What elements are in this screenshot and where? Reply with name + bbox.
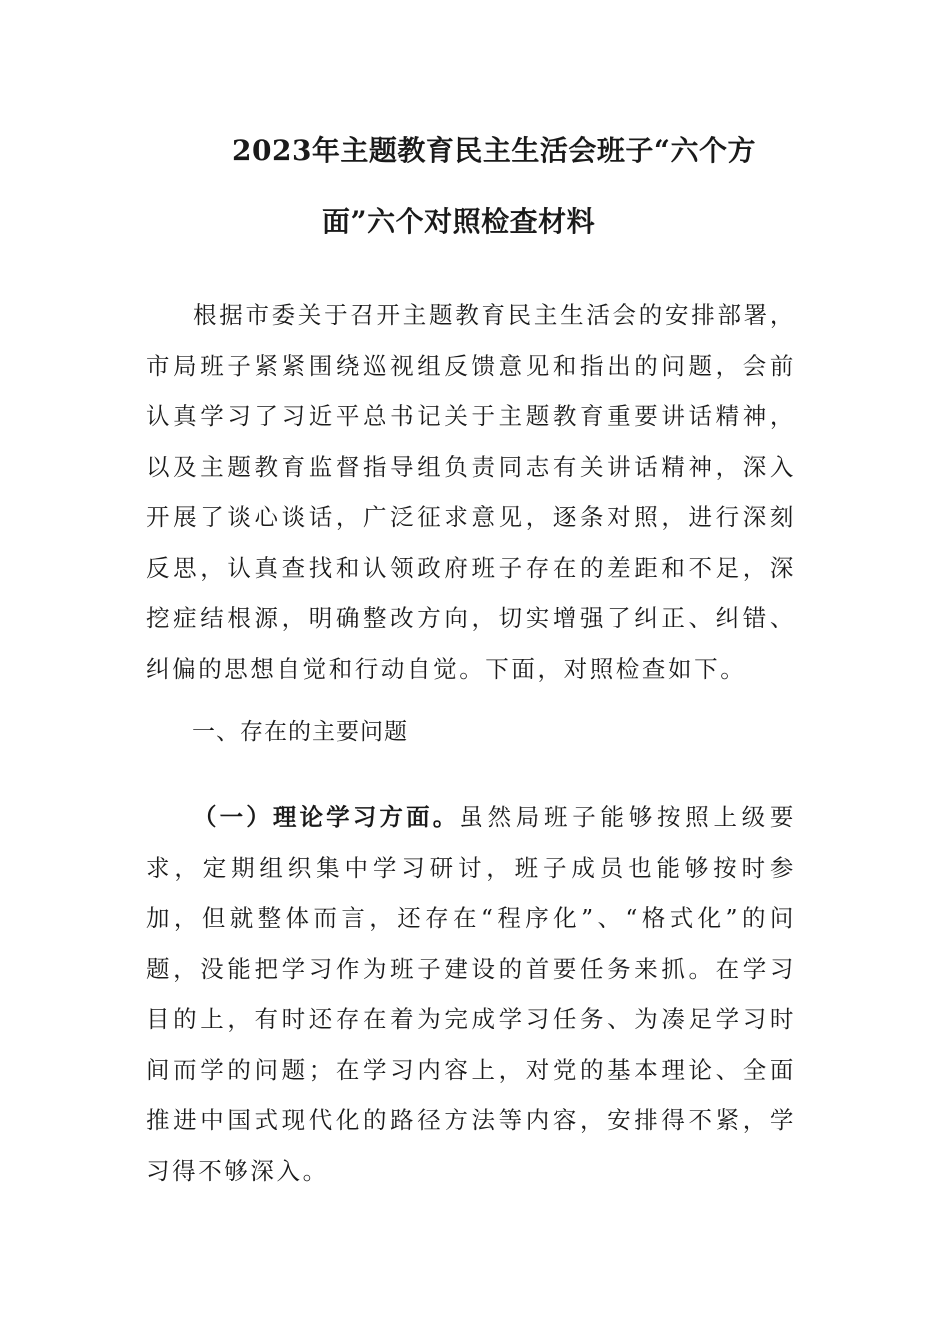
theory-body: 虽然局班子能够按照上级要求，定期组织集中学习研讨，班子成员也能够按时参加，但就整体而言，还存在“程序化”、“格式化”的问题，没能把学习作为班子建设的首要任务来抓。在学习目的上，有时还存在着为完成学习任务、为凑足学习时间而学的问题；在学习内容上，对党的基本理论、全面推进中国式现代化的路径方法等内容，安排得不紧，学习得不够深入。: [146, 803, 797, 1185]
theory-lead: （一）理论学习方面。: [193, 803, 460, 831]
document-title-line-2: 面”六个对照检查材料: [322, 205, 596, 238]
document-title-line-1: 2023年主题教育民主生活会班子“六个方: [232, 134, 757, 167]
intro-paragraph: 根据市委关于召开主题教育民主生活会的安排部署，市局班子紧紧围绕巡视组反馈意见和指出的问题，会前认真学习了习近平总书记关于主题教育重要讲话精神，以及主题教育监督指导组负责同志有关讲话精神，深入开展了谈心谈话，广泛征求意见，逐条对照，进行深刻反思，认真查找和认领政府班子存在的差距和不足，深挖症结根源，明确整改方向，切实增强了纠正、纠错、纠偏的思想自觉和行动自觉。下面，对照检查如下。: [146, 301, 796, 683]
section-heading: 一、存在的主要问题: [192, 719, 408, 745]
theory-paragraph: [146, 792, 796, 1196]
